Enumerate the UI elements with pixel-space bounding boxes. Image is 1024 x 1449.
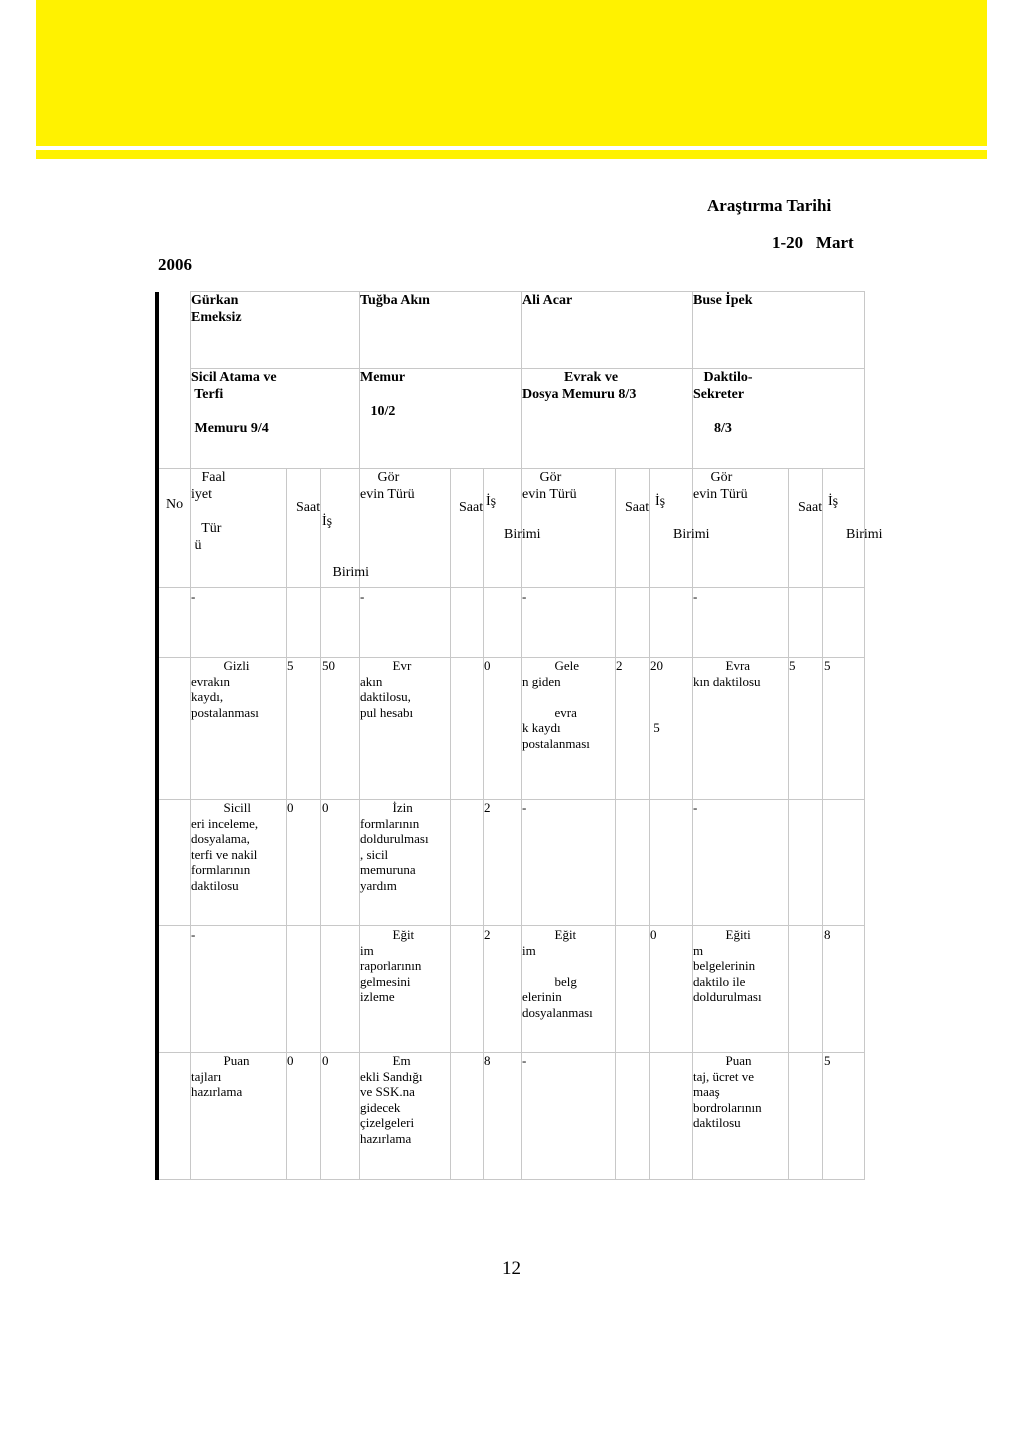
research-date-year: 2006 [158, 255, 192, 274]
table-cell: - [191, 589, 196, 604]
table-cell: 2 [484, 800, 491, 815]
grid-line [615, 468, 616, 1180]
staff-title: Daktilo- Sekreter 8/3 [693, 370, 753, 436]
table-cell: - [522, 589, 527, 604]
table-cell: Evra kın daktilosu [693, 658, 761, 689]
staff-title: Memur 10/2 [360, 370, 406, 419]
column-header-unit-word: Birimi [673, 527, 710, 542]
header-banner [36, 0, 987, 146]
column-header-hours: Saat [625, 500, 650, 515]
table-cell: Sicill eri inceleme, dosyalama, terfi ve nakil formlarının daktilosu [191, 800, 259, 893]
table-cell: 50 [322, 658, 335, 673]
column-header-work-unit: İş Birimi [322, 514, 370, 580]
table-cell: 2 [616, 658, 623, 673]
research-date-days: 1-20 Mart [772, 233, 854, 252]
table-cell: 0 [287, 1053, 294, 1068]
table-cell: 5 [824, 1053, 831, 1068]
table-cell: 2 [484, 927, 491, 942]
table-cell: 5 [287, 658, 294, 673]
table-cell: 0 [322, 1053, 329, 1068]
grid-line [159, 925, 865, 926]
staff-title: Evrak ve Dosya Memuru 8/3 [522, 370, 637, 402]
staff-name: Buse İpek [693, 293, 753, 308]
column-header-unit-word: Birimi [504, 527, 541, 542]
page-number: 12 [502, 1258, 521, 1279]
grid-line [649, 468, 650, 1180]
table-cell: Eğiti m belgelerinin daktilo ile doldurulması [693, 927, 762, 1004]
grid-line [159, 468, 865, 469]
column-header-duty-type: Gör evin Türü [522, 470, 577, 502]
table-cell: 5 [789, 658, 796, 673]
table-cell: 8 [824, 927, 831, 942]
column-header-no: No [166, 497, 184, 512]
column-header-duty-type: Gör evin Türü [360, 470, 415, 502]
column-header-hours: Saat [459, 500, 484, 515]
table-cell: 0 [650, 927, 657, 942]
grid-line [159, 799, 865, 800]
grid-line [822, 468, 823, 1180]
staff-name: Gürkan Emeksiz [191, 293, 242, 325]
table-cell: Gele n giden evra k kaydı postalanması [522, 658, 590, 751]
table-cell: 20 5 [650, 658, 663, 735]
column-header-unit-word: Birimi [846, 527, 883, 542]
table-cell: Em ekli Sandığı ve SSK.na gidecek çizelgeleri hazırlama [360, 1053, 423, 1146]
table-cell: Puan tajları hazırlama [191, 1053, 250, 1099]
table-cell: - [191, 927, 196, 942]
grid-line [159, 587, 865, 588]
table-cell: Eğit im raporlarının gelmesini izleme [360, 927, 422, 1004]
grid-line [286, 468, 287, 1180]
research-date-label: Araştırma Tarihi [707, 196, 832, 215]
column-header-work-unit-short: İş [486, 494, 497, 509]
table-cell: Puan taj, ücret ve maaş bordrolarının daktilosu [693, 1053, 762, 1130]
grid-line [159, 1179, 865, 1180]
staff-title: Sicil Atama ve Terfi Memuru 9/4 [191, 370, 277, 436]
grid-line [450, 468, 451, 1180]
column-header-hours: Saat [798, 500, 823, 515]
table-cell: - [522, 800, 527, 815]
table-cell: Eğit im belg elerinin dosyalanması [522, 927, 593, 1020]
table-cell: 8 [484, 1053, 491, 1068]
column-header-work-unit-short: İş [655, 494, 666, 509]
table-cell: 5 [824, 658, 831, 673]
grid-line [483, 468, 484, 1180]
table-cell: 0 [287, 800, 294, 815]
header-stripe [36, 150, 987, 159]
grid-line [788, 468, 789, 1180]
grid-line [320, 468, 321, 1180]
staff-name: Ali Acar [522, 293, 573, 308]
grid-line [359, 291, 360, 1180]
staff-name: Tuğba Akın [360, 293, 430, 308]
column-header-work-unit-short: İş [828, 494, 839, 509]
grid-line [864, 291, 865, 1180]
table-cell: Gizli evrakın kaydı, postalanması [191, 658, 259, 720]
table-cell: - [522, 1053, 527, 1068]
table-cell: - [360, 589, 365, 604]
table-cell: 0 [322, 800, 329, 815]
table-cell: - [693, 589, 698, 604]
table-cell: - [693, 800, 698, 815]
column-header-duty-type: Gör evin Türü [693, 470, 748, 502]
table-cell: Evr akın daktilosu, pul hesabı [360, 658, 414, 720]
table-cell: İzin formlarının doldurulması , sicil memuruna yardım [360, 800, 429, 893]
column-header-activity-type: Faal iyet Tür ü [191, 470, 226, 553]
column-header-hours: Saat [296, 500, 321, 515]
table-cell: 0 [484, 658, 491, 673]
table-left-border [155, 292, 159, 1180]
